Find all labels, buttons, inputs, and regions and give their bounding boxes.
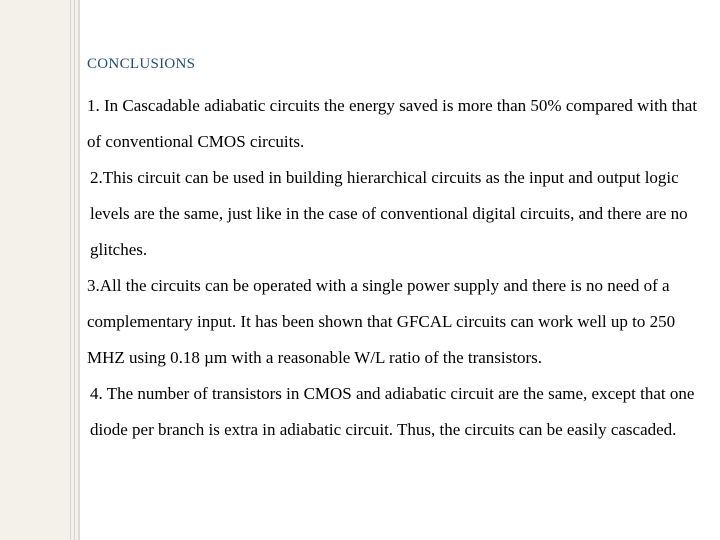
- conclusion-point-4: 4. The number of transistors in CMOS and adiabatic circuit are the same, except that one diode per branch is extra in adiabatic circuit. Thus, the circuits can be easily cascaded.: [90, 384, 695, 439]
- decorative-vertical-line: [70, 0, 71, 540]
- slide-heading: CONCLUSIONS: [87, 56, 196, 72]
- conclusion-point-1: 1. In Cascadable adiabatic circuits the energy saved is more than 50% compared with that of conventional CMOS circuits.: [87, 96, 698, 151]
- conclusion-point-2: 2.This circuit can be used in building hierarchical circuits as the input and output logic levels are the same, just like in the case of conventional digital circuits, and there are no glitches.: [90, 168, 688, 259]
- decorative-left-strip: [0, 0, 78, 540]
- conclusion-point-3: 3.All the circuits can be operated with a single power supply and there is no need of a complementary input. It has been shown that GFCAL circuits can work well up to 250 MHZ using 0.18 µm with a reasonable W/L ratio of the transistors.: [87, 276, 676, 367]
- decorative-strip-edge: [78, 0, 80, 540]
- decorative-vertical-line: [74, 0, 75, 540]
- slide-content: [87, 52, 707, 448]
